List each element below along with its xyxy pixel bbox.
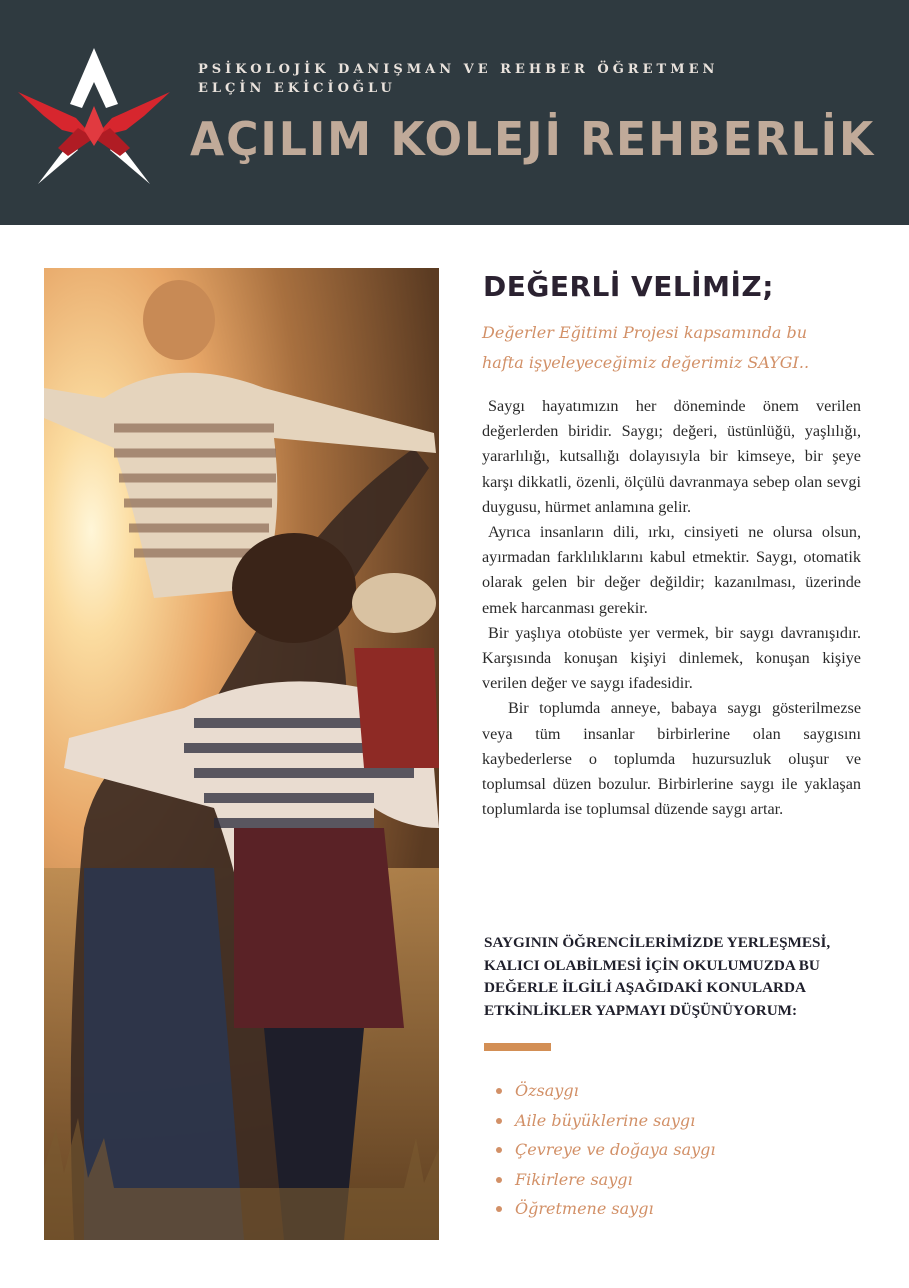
accent-divider <box>484 1043 551 1051</box>
list-item: Öğretmene saygı <box>496 1194 716 1224</box>
subtitle-line-2: ELÇİN EKİCİOĞLU <box>198 81 396 96</box>
intro-line-1: Değerler Eğitimi Projesi kapsamında bu <box>482 323 808 342</box>
intro-text <box>482 318 872 378</box>
list-item: Fikirlere saygı <box>496 1165 716 1195</box>
article-body <box>482 394 861 822</box>
star-crest-logo-icon <box>18 46 170 186</box>
family-sunset-photo <box>44 268 439 1240</box>
header-subtitle <box>198 60 718 98</box>
body-paragraph-1: Saygı hayatımızın her döneminde önem verilen değerlerden biridir. Saygı; değeri, üstünlüğü, yaşlılığı, yararlılığı, kutsallığı dolayısıyla bir kimseye, bir şeye karşı dikkatli, özenli, ölçülü davranmaya sebep olan sevgi duygusu, hürmet anlamına gelir. <box>482 397 861 516</box>
list-item: Aile büyüklerine saygı <box>496 1106 716 1136</box>
list-item: Çevreye ve doğaya saygı <box>496 1135 716 1165</box>
list-item: Özsaygı <box>496 1076 716 1106</box>
subtitle-line-1: PSİKOLOJİK DANIŞMAN VE REHBER ÖĞRETMEN <box>198 62 719 77</box>
body-paragraph-4: Bir toplumda anneye, babaya saygı gösterilmezse veya tüm insanlar birbirlerine olan saygısını kaybederlerse o toplumda huzursuzluk oluşur ve toplumsal düzen bozulur. Birbirlerine saygı ile yaklaşan toplumlarda ise toplumsal düzende saygı artar. <box>482 699 861 819</box>
page-title: AÇILIM KOLEJİ REHBERLİK <box>190 112 876 166</box>
body-paragraph-2: Ayrıca insanların dili, ırkı, cinsiyeti ne olursa olsun, ayırmadan farklılıklarını kabul etmektir. Saygı, otomatik olarak gelen bir değer değildir; kazanılması, üzerinde emek harcanması gerekir. <box>482 523 861 617</box>
activities-callout: SAYGININ ÖĞRENCİLERİMİZDE YERLEŞMESİ, KALICI OLABİLMESİ İÇİN OKULUMUZDA BU DEĞERLE İLGİLİ AŞAĞIDAKİ KONULARDA ETKİNLİKLER YAPMAYI DÜŞÜNÜYORUM: <box>484 934 831 1019</box>
header-banner <box>0 0 909 225</box>
greeting-heading: DEĞERLİ VELİMİZ; <box>483 270 774 303</box>
topics-list <box>496 1076 716 1224</box>
body-paragraph-3: Bir yaşlıya otobüste yer vermek, bir saygı davranışıdır. Karşısında konuşan kişiyi dinlemek, konuşan kişiye verilen değer ve saygı ifadesidir. <box>482 623 861 693</box>
intro-line-2: hafta işyeleyeceğimiz değerimiz SAYGI.. <box>482 353 810 372</box>
